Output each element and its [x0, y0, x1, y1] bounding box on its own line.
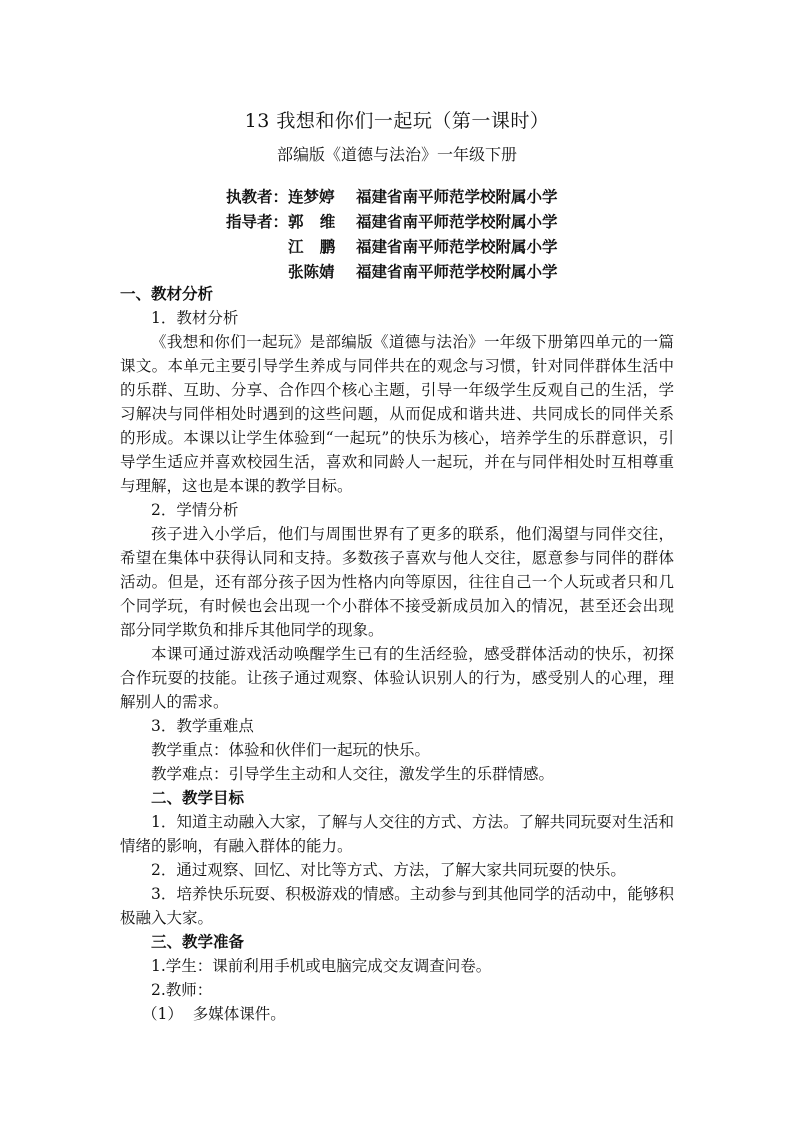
credit-role: 指导者： — [225, 213, 288, 231]
credit-school: 福建省南平师范学校附属小学 — [356, 188, 558, 206]
credit-person: 张陈婧 — [288, 263, 335, 281]
key-point: 教学重点：体验和伙伴们一起玩的快乐。 — [151, 741, 431, 759]
credit-line-advisor-1 — [0, 210, 794, 235]
credit-school: 福建省南平师范学校附属小学 — [356, 263, 558, 281]
credit-person: 郭 维 — [288, 213, 336, 231]
document-title: 13 我想和你们一起玩（第一课时） — [244, 110, 550, 132]
document-subtitle: 部编版《道德与法治》一年级下册 — [276, 145, 517, 164]
credit-role: 执教者： — [225, 188, 288, 206]
objective-item: 2．通过观察、回忆、对比等方式、方法，了解大家共同玩耍的快乐。 — [151, 861, 626, 879]
credit-person: 连梦婷 — [288, 188, 335, 206]
objective-item: 1．知道主动融入大家，了解与人交往的方式、方法。了解共同玩耍对生活和情绪的影响，有融入群体的能力。 — [120, 813, 674, 855]
credit-person: 江 鹏 — [288, 238, 336, 256]
paragraph-materials: 《我想和你们一起玩》是部编版《道德与法治》一年级下册第四单元的一篇课文。本单元主要引导学生养成与同伴共在的观念与习惯，针对同伴群体生活中的乐群、互助、分享、合作四个核心主题，引导一年级学生反观自己的生活，学习解决与同伴相处时遇到的这些问题，从而促成和谐共进、共同成长的同伴关系的形成。本课以让学生体验到“一起玩”的快乐为核心，培养学生的乐群意识，引导学生适应并喜欢校园生活，喜欢和同龄人一起玩，并在与同伴相处时互相尊重与理解，这也是本课的教学目标。 — [120, 333, 674, 495]
credit-school: 福建省南平师范学校附属小学 — [356, 213, 558, 231]
paragraph-learners: 孩子进入小学后，他们与周围世界有了更多的联系，他们渴望与同伴交往，希望在集体中获得认同和支持。多数孩子喜欢与他人交往，愿意参与同伴的群体活动。但是，还有部分孩子因为性格内向等原因，往往自己一个人玩或者只和几个同学玩，有时候也会出现一个小群体不接受新成员加入的情况，甚至还会出现部分同学欺负和排斥其他同学的现象。 — [120, 525, 674, 639]
paragraph-activities: 本课可通过游戏活动唤醒学生已有的生活经验，感受群体活动的快乐，初探合作玩耍的技能。让孩子通过观察、体验认识别人的行为，感受别人的心理，理解别人的需求。 — [120, 645, 674, 711]
subheading-learners: 2．学情分析 — [151, 501, 239, 519]
subheading-key-points: 3．教学重难点 — [151, 717, 254, 735]
preparation-item: 2.教师： — [151, 981, 213, 999]
credit-line-advisor-2 — [0, 235, 794, 260]
preparation-item: 1.学生：课前利用手机或电脑完成交友调查问卷。 — [151, 957, 492, 975]
objective-item: 3．培养快乐玩耍、积极游戏的情感。主动参与到其他同学的活动中，能够积极融入大家。 — [120, 885, 674, 927]
section-heading-objectives: 二、教学目标 — [151, 789, 245, 807]
credit-school: 福建省南平师范学校附属小学 — [356, 238, 558, 256]
credit-line-teacher — [0, 185, 794, 210]
difficulty-point: 教学难点：引导学生主动和人交往，激发学生的乐群情感。 — [151, 765, 555, 783]
document-body — [120, 282, 674, 1026]
section-heading-materials: 一、教材分析 — [120, 285, 214, 303]
credits-block — [0, 185, 794, 285]
subheading-materials: 1．教材分析 — [151, 309, 239, 327]
preparation-item: （1） 多媒体课件。 — [142, 1005, 286, 1023]
section-heading-preparation: 三、教学准备 — [151, 933, 245, 951]
